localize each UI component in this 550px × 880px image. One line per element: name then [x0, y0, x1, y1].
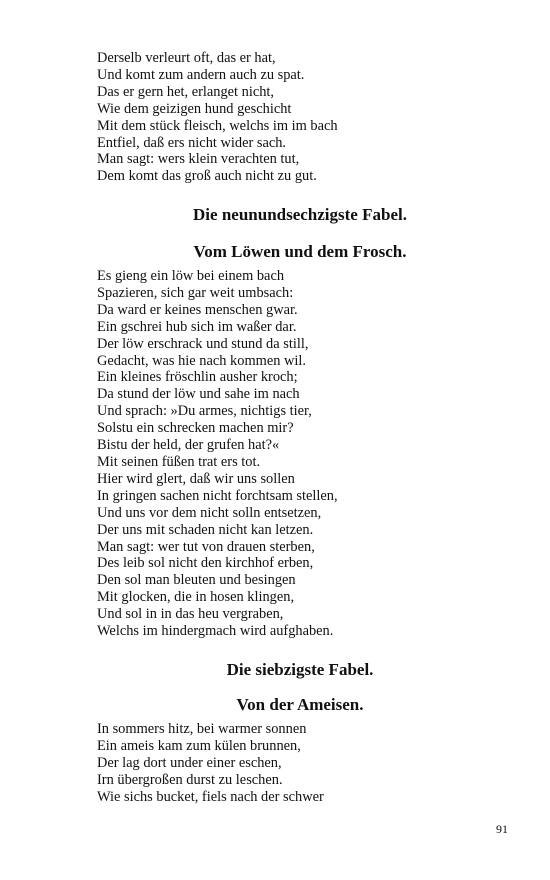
verse-line: Es gieng ein löw bei einem bach [97, 268, 285, 284]
verse-line: Entfiel, daß ers nicht wider sach. [97, 134, 287, 151]
verse-line: Derselb verleurt oft, das er hat, [97, 50, 276, 66]
verse-line: In sommers hitz, bei warmer sonnen [97, 721, 307, 737]
verse-line: Und komt zum andern auch zu spat. [97, 66, 305, 83]
fable-70-title-heading: Von der Ameisen. [236, 695, 364, 714]
verse-line: Spazieren, sich gar weit umbsach: [97, 284, 294, 301]
verse-line: Bistu der held, der grufen hat?« [97, 437, 280, 454]
verse-line: Mit dem stück fleisch, welchs im im bach [97, 117, 338, 134]
closing-stanza [97, 50, 497, 185]
fable-70-number-heading: Die siebzigste Fabel. [226, 660, 374, 679]
verse-line: Wie sichs bucket, fiels nach der schwer [97, 788, 324, 805]
verse-line: Da stund der löw und sahe im nach [97, 386, 300, 403]
verse-line: Mit seinen füßen trat ers tot. [97, 453, 261, 470]
fable-69-title-heading: Vom Löwen und dem Frosch. [193, 242, 407, 261]
verse-line: Der lag dort under einer eschen, [97, 754, 282, 771]
verse-line: Und sol in in das heu vergraben, [97, 606, 284, 623]
fable-69-number-heading: Die neunundsechzigste Fabel. [193, 205, 407, 224]
verse-line: Ein gschrei hub sich im waßer dar. [97, 318, 297, 335]
verse-line: Welchs im hindergmach wird aufghaben. [97, 623, 334, 640]
verse-line: Das er gern het, erlanget nicht, [97, 83, 275, 100]
verse-line: Ein ameis kam zum külen brunnen, [97, 737, 301, 754]
verse-line: Den sol man bleuten und besingen [97, 572, 296, 589]
verse-line: Gedacht, was hie nach kommen wil. [97, 352, 307, 369]
verse-line: Solstu ein schrecken machen mir? [97, 420, 294, 437]
verse-line: Irn übergroßen durst zu leschen. [97, 771, 283, 788]
verse-line: Des leib sol nicht den kirchhof erben, [97, 555, 314, 572]
verse-line: Hier wird glert, daß wir uns sollen [97, 470, 295, 487]
verse-line: Der uns mit schaden nicht kan letzen. [97, 521, 314, 538]
verse-line: Da ward er keines menschen gwar. [97, 301, 298, 318]
verse-line: Man sagt: wers klein verachten tut, [97, 151, 300, 168]
verse-line: Man sagt: wer tut von drauen sterben, [97, 538, 315, 555]
verse-line: Und sprach: »Du armes, nichtigs tier, [97, 403, 312, 420]
verse-line: Wie dem geizigen hund geschicht [97, 100, 292, 117]
page-number: 91 [496, 822, 508, 836]
verse-line: Und uns vor dem nicht solln entsetzen, [97, 504, 322, 521]
verse-line: Mit glocken, die in hosen klingen, [97, 589, 295, 606]
fable-70-verse [97, 721, 497, 806]
verse-line: In gringen sachen nicht forchtsam stellen, [97, 487, 338, 504]
verse-line: Der löw erschrack und stund da still, [97, 335, 309, 352]
verse-line: Ein kleines fröschlin ausher kroch; [97, 369, 298, 386]
fable-69-verse [97, 268, 497, 640]
verse-line: Dem komt das groß auch nicht zu gut. [97, 168, 317, 185]
